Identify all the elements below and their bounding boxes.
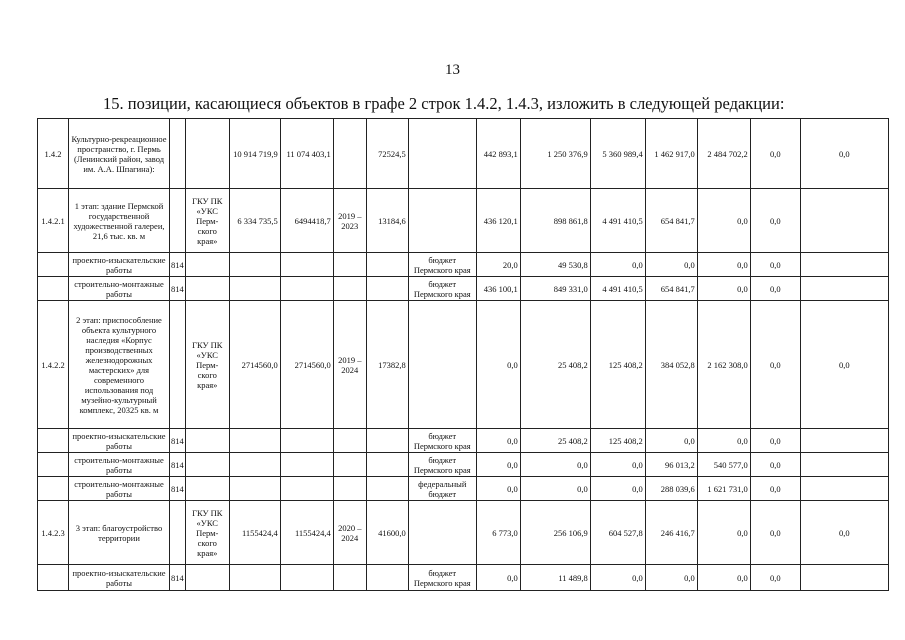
table-cell: 4 491 410,5 [590, 277, 645, 301]
table-cell: 0,0 [645, 565, 697, 591]
table-cell [38, 477, 69, 501]
table-cell: 849 331,0 [520, 277, 590, 301]
table-cell: 3 этап: благоустройство территории [69, 501, 170, 565]
table-cell: 13184,6 [366, 189, 408, 253]
table-cell: 6 334 735,5 [229, 189, 280, 253]
table-cell: 0,0 [476, 429, 520, 453]
table-cell [800, 565, 888, 591]
table-cell: 0,0 [697, 277, 750, 301]
table-cell [170, 189, 186, 253]
table-row [38, 301, 889, 429]
table-cell: 41600,0 [366, 501, 408, 565]
table-cell: 0,0 [520, 477, 590, 501]
table-cell [229, 277, 280, 301]
table-cell: 814 [170, 453, 186, 477]
table-cell: 0,0 [750, 189, 800, 253]
table-cell [170, 301, 186, 429]
table-cell [333, 453, 366, 477]
table-cell [333, 119, 366, 189]
table-cell: 96 013,2 [645, 453, 697, 477]
table-cell [333, 253, 366, 277]
table-cell: 384 052,8 [645, 301, 697, 429]
table-cell: бюджет Пермского края [408, 429, 476, 453]
table-cell: ГКУ ПК «УКС Перм-ского края» [185, 189, 229, 253]
table-cell: 1155424,4 [280, 501, 333, 565]
table-cell: 604 527,8 [590, 501, 645, 565]
table-cell: 654 841,7 [645, 277, 697, 301]
table-cell: 5 360 989,4 [590, 119, 645, 189]
table-cell: 2019 – 2024 [333, 301, 366, 429]
table-cell: 0,0 [697, 189, 750, 253]
page-heading: 15. позиции, касающиеся объектов в графе 2 строк 1.4.2, 1.4.3, изложить в следующей редакции: [103, 94, 785, 113]
table-cell: 0,0 [750, 301, 800, 429]
table-cell: 246 416,7 [645, 501, 697, 565]
table-cell: 6 773,0 [476, 501, 520, 565]
table-cell [185, 119, 229, 189]
table-cell [366, 453, 408, 477]
table-cell: 2714560,0 [280, 301, 333, 429]
table-cell [229, 477, 280, 501]
table-cell [38, 565, 69, 591]
table-cell [280, 429, 333, 453]
table-cell [38, 453, 69, 477]
table-row [38, 119, 889, 189]
table-cell: строительно-монтажные работы [69, 453, 170, 477]
table-cell [38, 277, 69, 301]
table-cell: 0,0 [476, 453, 520, 477]
table-cell: 125 408,2 [590, 301, 645, 429]
table-cell: 1.4.2.3 [38, 501, 69, 565]
table-cell [408, 119, 476, 189]
table-row [38, 253, 889, 277]
table-cell [800, 477, 888, 501]
table-row [38, 429, 889, 453]
table-cell: бюджет Пермского края [408, 253, 476, 277]
table-cell: 1 462 917,0 [645, 119, 697, 189]
table-cell: 25 408,2 [520, 429, 590, 453]
table-cell [38, 253, 69, 277]
table-cell [229, 453, 280, 477]
table-cell: 49 530,8 [520, 253, 590, 277]
table-cell: 0,0 [750, 501, 800, 565]
table-cell: 1.4.2.1 [38, 189, 69, 253]
table-cell: 0,0 [750, 565, 800, 591]
table-cell [185, 277, 229, 301]
table-cell [185, 253, 229, 277]
table-cell: 2 этап: приспособление объекта культурного наследия «Корпус производственных железнодорожных мастерских» для современного использования под музейно-культурный комплекс, 20325 кв. м [69, 301, 170, 429]
table-cell [170, 119, 186, 189]
table-cell: 654 841,7 [645, 189, 697, 253]
table-cell: 0,0 [750, 453, 800, 477]
table-cell [185, 429, 229, 453]
table-cell: 0,0 [800, 501, 888, 565]
table-cell: 20,0 [476, 253, 520, 277]
table-cell: 0,0 [750, 119, 800, 189]
table-cell: 10 914 719,9 [229, 119, 280, 189]
table-cell: 898 861,8 [520, 189, 590, 253]
table-cell: проектно-изыскательские работы [69, 429, 170, 453]
table-cell: 11 489,8 [520, 565, 590, 591]
table-cell: 2 162 308,0 [697, 301, 750, 429]
table-cell [366, 477, 408, 501]
table-cell: 2020 – 2024 [333, 501, 366, 565]
table-cell [280, 565, 333, 591]
page-number: 13 [445, 62, 460, 78]
table-cell: 0,0 [697, 429, 750, 453]
data-table [37, 118, 889, 591]
table-cell: проектно-изыскательские работы [69, 253, 170, 277]
table-cell: бюджет Пермского края [408, 277, 476, 301]
table-cell: 0,0 [590, 477, 645, 501]
table-cell: 17382,8 [366, 301, 408, 429]
table-cell [800, 277, 888, 301]
table-cell: 1.4.2 [38, 119, 69, 189]
table-cell: 11 074 403,1 [280, 119, 333, 189]
table-row [38, 477, 889, 501]
table-cell: 72524,5 [366, 119, 408, 189]
table-cell [408, 189, 476, 253]
table-row [38, 565, 889, 591]
table-cell: бюджет Пермского края [408, 453, 476, 477]
table-cell [280, 477, 333, 501]
table-cell: 0,0 [697, 565, 750, 591]
table-cell: ГКУ ПК «УКС Перм-ского края» [185, 301, 229, 429]
table-cell [366, 429, 408, 453]
table-cell [800, 453, 888, 477]
table-cell [229, 565, 280, 591]
table-row [38, 453, 889, 477]
table-cell: 540 577,0 [697, 453, 750, 477]
table-cell [800, 253, 888, 277]
table-cell [333, 429, 366, 453]
table-cell [280, 453, 333, 477]
table-cell: 0,0 [750, 277, 800, 301]
table-cell: 2 484 702,2 [697, 119, 750, 189]
table-cell: 125 408,2 [590, 429, 645, 453]
table-cell: 0,0 [697, 501, 750, 565]
table-cell: 256 106,9 [520, 501, 590, 565]
table-cell: 0,0 [645, 253, 697, 277]
table-cell: 0,0 [750, 477, 800, 501]
table-cell [280, 253, 333, 277]
table-cell [185, 477, 229, 501]
table-cell: федеральный бюджет [408, 477, 476, 501]
table-cell: 2714560,0 [229, 301, 280, 429]
table-cell: 442 893,1 [476, 119, 520, 189]
table-cell: Культурно-рекреационное пространство, г. Пермь (Ленинский район, завод им. А.А. Шпагина): [69, 119, 170, 189]
table-cell: 2019 – 2023 [333, 189, 366, 253]
table-cell: 1.4.2.2 [38, 301, 69, 429]
table-cell: строительно-монтажные работы [69, 277, 170, 301]
table-cell [229, 429, 280, 453]
table-cell: 6494418,7 [280, 189, 333, 253]
table-row [38, 277, 889, 301]
table-cell [185, 565, 229, 591]
table-cell [170, 501, 186, 565]
table-cell: проектно-изыскательские работы [69, 565, 170, 591]
table-cell: 0,0 [476, 477, 520, 501]
table-cell: ГКУ ПК «УКС Перм-ского края» [185, 501, 229, 565]
table-cell [800, 429, 888, 453]
table-cell: 0,0 [590, 453, 645, 477]
table-cell [280, 277, 333, 301]
table-cell [185, 453, 229, 477]
table-row [38, 189, 889, 253]
table-cell: 0,0 [750, 253, 800, 277]
table-cell: 1155424,4 [229, 501, 280, 565]
table-cell: 1 621 731,0 [697, 477, 750, 501]
table-cell [38, 429, 69, 453]
table-cell: 0,0 [590, 253, 645, 277]
table-cell: 814 [170, 429, 186, 453]
table-cell: 814 [170, 277, 186, 301]
table-cell [408, 301, 476, 429]
table-cell: бюджет Пермского края [408, 565, 476, 591]
table-cell [333, 277, 366, 301]
table-cell: 436 100,1 [476, 277, 520, 301]
table-cell: 25 408,2 [520, 301, 590, 429]
table-cell: строительно-монтажные работы [69, 477, 170, 501]
table-cell: 0,0 [476, 301, 520, 429]
table-cell: 814 [170, 253, 186, 277]
table-cell [800, 189, 888, 253]
table-cell: 0,0 [645, 429, 697, 453]
table-cell: 814 [170, 565, 186, 591]
table-cell [366, 253, 408, 277]
table-cell [229, 253, 280, 277]
table-cell [366, 277, 408, 301]
table-cell [366, 565, 408, 591]
table-cell: 1 250 376,9 [520, 119, 590, 189]
table-cell [333, 477, 366, 501]
table-cell: 1 этап: здание Пермской государственной художественной галереи, 21,6 тыс. кв. м [69, 189, 170, 253]
table-cell: 288 039,6 [645, 477, 697, 501]
table-cell [333, 565, 366, 591]
table-cell: 0,0 [800, 119, 888, 189]
table-cell: 436 120,1 [476, 189, 520, 253]
table-cell: 0,0 [590, 565, 645, 591]
table-cell: 0,0 [520, 453, 590, 477]
table-cell: 0,0 [750, 429, 800, 453]
table-cell [408, 501, 476, 565]
table-cell: 0,0 [800, 301, 888, 429]
table-cell: 4 491 410,5 [590, 189, 645, 253]
table-cell: 0,0 [697, 253, 750, 277]
table-cell: 0,0 [476, 565, 520, 591]
table-cell: 814 [170, 477, 186, 501]
table-row [38, 501, 889, 565]
